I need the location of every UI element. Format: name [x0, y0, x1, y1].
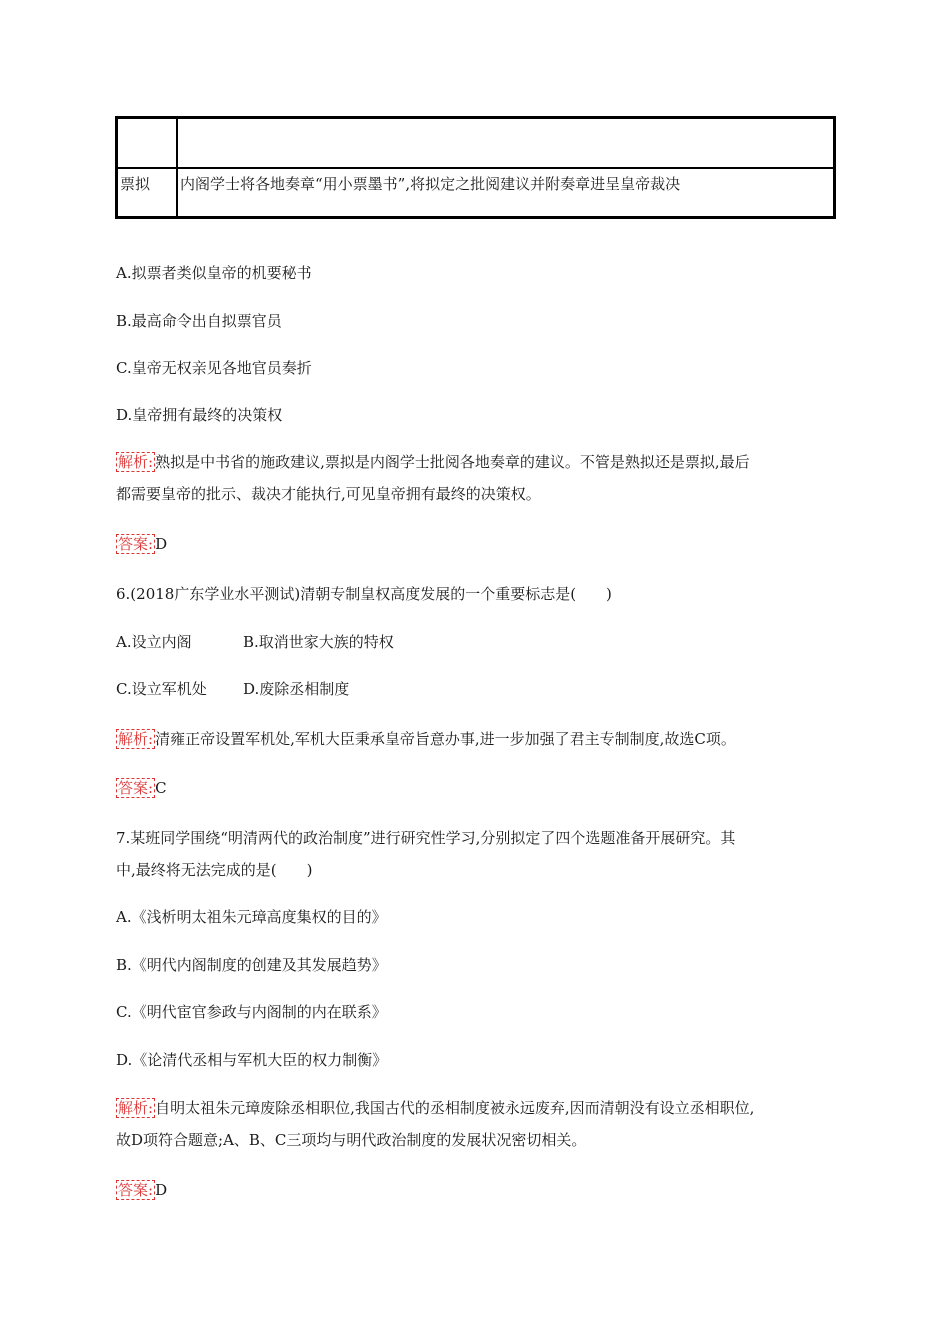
table-cell-label: 票拟	[117, 168, 178, 218]
q7-option-d: D.《论清代丞相与军机大臣的权力制衡》	[116, 1051, 388, 1069]
analysis-tag: 解析:	[118, 1099, 154, 1117]
comparison-table	[115, 116, 836, 219]
q5-option-a: A.拟票者类似皇帝的机要秘书	[116, 264, 312, 282]
q5-option-d: D.皇帝拥有最终的决策权	[116, 406, 283, 424]
analysis-tag: 解析:	[118, 730, 154, 748]
q5-analysis	[116, 448, 836, 508]
answer-value: C	[155, 779, 167, 797]
table-cell-label	[117, 118, 178, 168]
q6-option-d: D.废除丞相制度	[243, 680, 350, 698]
q6-answer	[116, 777, 167, 798]
table-row	[117, 168, 835, 218]
analysis-tag: 解析:	[118, 453, 154, 471]
table-cell-text: 内阁学士将各地奏章“用小票墨书”,将拟定之批阅建议并附奏章进呈皇帝裁决	[177, 168, 835, 218]
q5-answer	[116, 533, 167, 554]
q5-option-c: C.皇帝无权亲见各地官员奏折	[116, 359, 312, 377]
q7-option-c: C.《明代宦官参政与内阁制的内在联系》	[116, 1003, 387, 1021]
q7-analysis	[116, 1094, 836, 1154]
q7-answer	[116, 1179, 167, 1200]
q7-question	[116, 824, 836, 884]
q7-option-a: A.《浅析明太祖朱元璋高度集权的目的》	[116, 908, 387, 926]
q6-option-a: A.设立内阁	[116, 633, 192, 651]
answer-tag: 答案:	[118, 779, 154, 797]
q5-option-b: B.最高命令出自拟票官员	[116, 312, 282, 330]
analysis-text: 清雍正帝设置军机处,军机大臣秉承皇帝旨意办事,进一步加强了君主专制制度,故选C项。	[155, 730, 736, 748]
analysis-text: 故D项符合题意;A、B、C三项均与明代政治制度的发展状况密切相关。	[116, 1131, 587, 1149]
analysis-text: 自明太祖朱元璋废除丞相职位,我国古代的丞相制度被永远废弃,因而清朝没有设立丞相职位,	[155, 1099, 755, 1117]
q6-option-c: C.设立军机处	[116, 680, 207, 698]
answer-value: D	[155, 535, 168, 553]
q6-analysis	[116, 728, 736, 749]
question-text: 中,最终将无法完成的是( )	[116, 861, 313, 879]
table-cell-text	[177, 118, 835, 168]
table-row	[117, 118, 835, 168]
analysis-text: 熟拟是中书省的施政建议,票拟是内阁学士批阅各地奏章的建议。不管是熟拟还是票拟,最后	[155, 453, 750, 471]
q6-question: 6.(2018广东学业水平测试)清朝专制皇权高度发展的一个重要标志是( )	[116, 585, 612, 603]
answer-tag: 答案:	[118, 1181, 154, 1199]
answer-tag: 答案:	[118, 535, 154, 553]
answer-value: D	[155, 1181, 168, 1199]
q7-option-b: B.《明代内阁制度的创建及其发展趋势》	[116, 956, 387, 974]
q6-option-b: B.取消世家大族的特权	[243, 633, 394, 651]
analysis-text: 都需要皇帝的批示、裁决才能执行,可见皇帝拥有最终的决策权。	[116, 485, 541, 503]
question-text: 7.某班同学围绕“明清两代的政治制度”进行研究性学习,分别拟定了四个选题准备开展研究。其	[116, 829, 736, 847]
